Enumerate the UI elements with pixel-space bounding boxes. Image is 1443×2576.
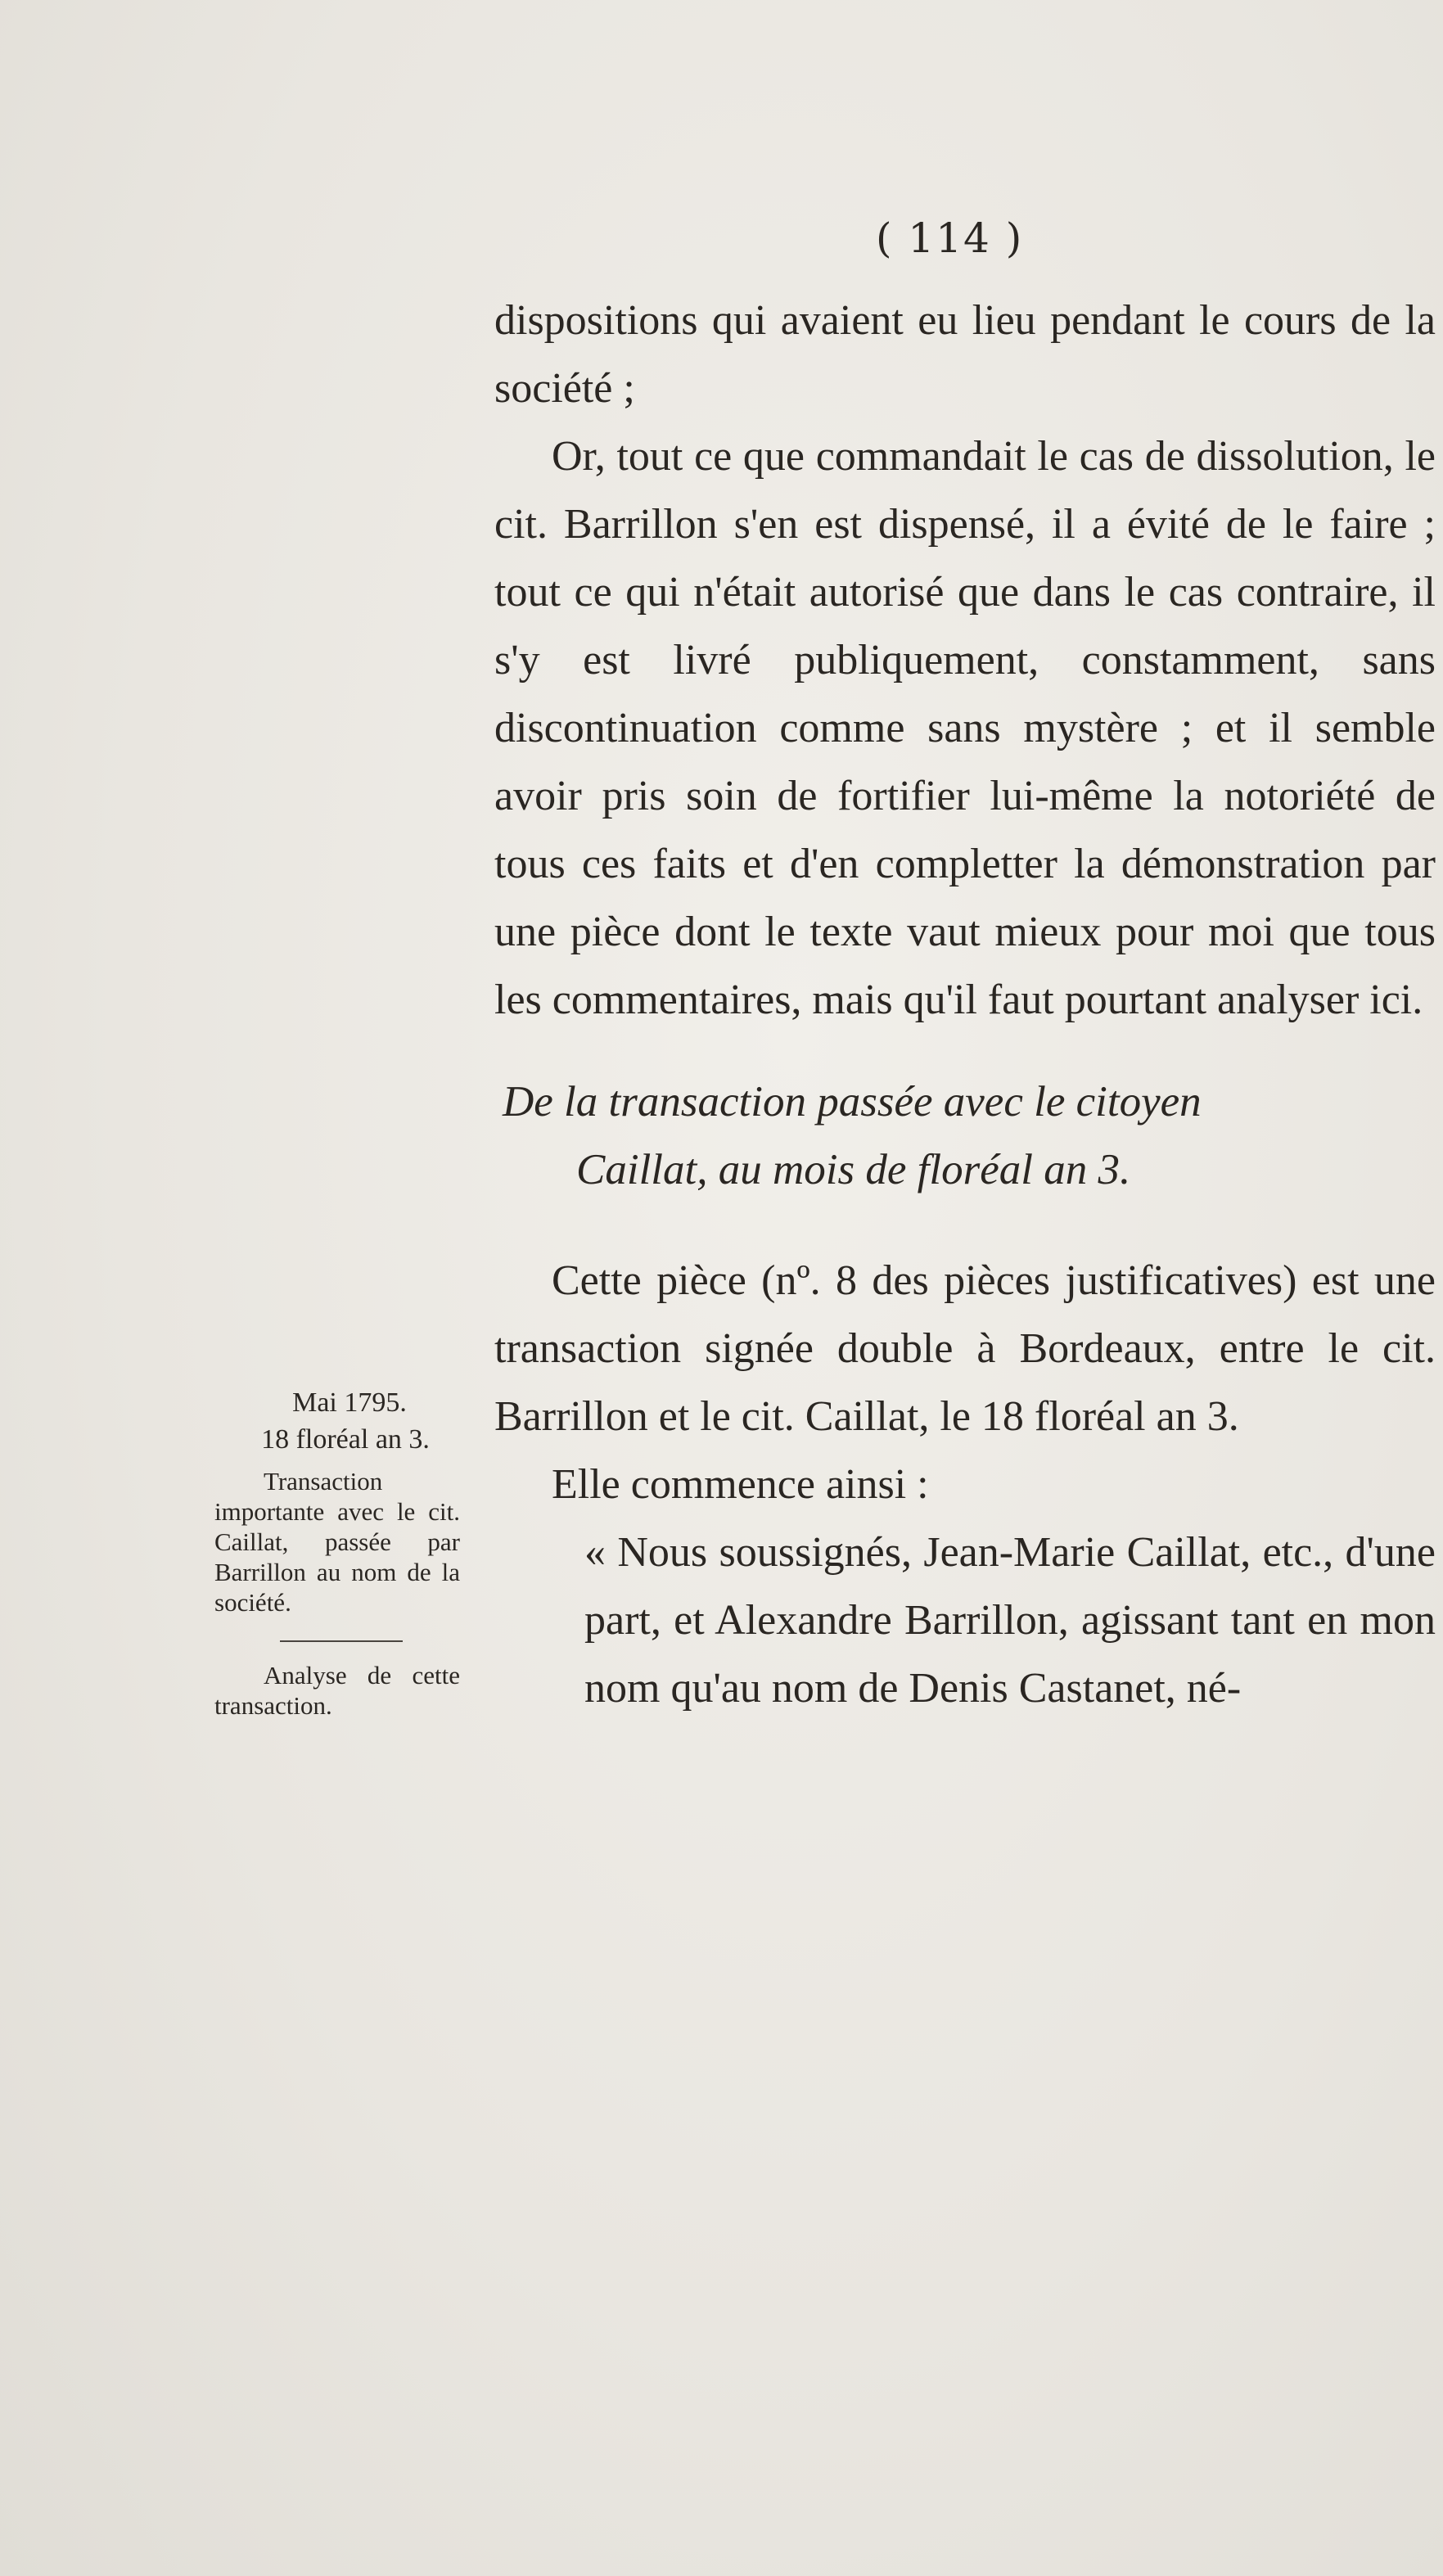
paragraph-intro: Elle commence ainsi : [552,1461,929,1508]
margin-date-republican: 18 floréal an 3. [261,1424,430,1455]
main-text-column [494,286,1436,1722]
margin-note-analysis: Analyse de cette transaction. [214,1661,460,1720]
quotation-block [494,1518,1436,1722]
quotation-text: « Nous soussignés, Jean-Marie Caillat, etc., d'une part, et Alexandre Barrillon, agissant tant en mon nom qu'au nom de Denis Castanet, né- [584,1529,1436,1712]
paragraph-dissolution: Or, tout ce que commandait le cas de dissolution, le cit. Barrillon s'en est dispensé, il a évité de le faire ; tout ce qui n'était autorisé que dans le cas contraire, il s'y est livré publiquement, constamment, sans discontinuation comme sans mystère ; et il semble avoir pris soin de fortifier lui-même la notoriété de tous ces faits et d'en completter la démonstration par une pièce dont le texte vaut mieux pour moi que tous les commentaires, mais qu'il faut pourtant analyser ici. [494,433,1436,1023]
margin-date: Mai 1795. [292,1387,407,1418]
margin-note-transaction: Transaction importante avec le cit. Caillat, passée par Barrillon au nom de la société. [214,1467,460,1617]
margin-divider [280,1640,403,1642]
section-heading-line1: De la transaction passée avec le citoyen [503,1078,1202,1126]
paragraph-continuation: dispositions qui avaient eu lieu pendant le cours de la société ; [494,297,1436,412]
margin-notes [214,1387,460,1721]
section-heading-line2: Caillat, au mois de floréal an 3. [576,1146,1131,1193]
page-number: ( 114 ) [876,214,1024,262]
section-heading [494,1068,1436,1204]
paragraph-piece: Cette pièce (nº. 8 des pièces justificatives) est une transaction signée double à Bordeaux, entre le cit. Barrillon et le cit. Caillat, le 18 floréal an 3. [494,1257,1436,1440]
